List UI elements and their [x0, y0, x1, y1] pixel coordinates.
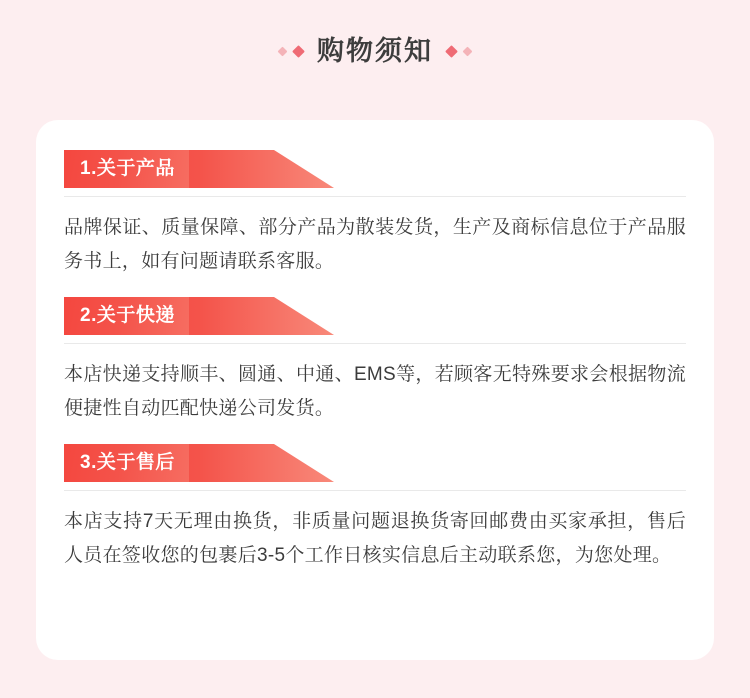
section-banner [64, 297, 686, 339]
page-title: 购物须知 [317, 36, 433, 66]
diamond-icon [278, 47, 288, 57]
section-divider [64, 490, 686, 491]
diamond-icon [463, 47, 473, 57]
diamond-icon [292, 45, 305, 58]
notice-card [36, 120, 714, 660]
diamond-ornament-right [447, 47, 471, 56]
section-banner [64, 444, 686, 486]
section-divider [64, 196, 686, 197]
page-header [0, 0, 750, 65]
notice-section-shipping [64, 297, 686, 426]
section-body: 品牌保证、质量保障、部分产品为散装发货，生产及商标信息位于产品服务书上，如有问题请联系客服。 [64, 217, 686, 272]
section-body: 本店支持7天无理由换货，非质量问题退换货寄回邮费由买家承担，售后人员在签收您的包裹后3-5个工作日核实信息后主动联系您，为您处理。 [64, 511, 686, 566]
section-label: 1.关于产品 [64, 150, 189, 188]
section-label: 3.关于售后 [64, 444, 189, 482]
notice-section-product [64, 150, 686, 279]
diamond-icon [445, 45, 458, 58]
section-divider [64, 343, 686, 344]
section-banner [64, 150, 686, 192]
section-body: 本店快递支持顺丰、圆通、中通、EMS等，若顾客无特殊要求会根据物流便捷性自动匹配快递公司发货。 [64, 364, 686, 419]
diamond-ornament-left [279, 47, 303, 56]
notice-section-aftersales [64, 444, 686, 573]
section-label: 2.关于快递 [64, 297, 189, 335]
